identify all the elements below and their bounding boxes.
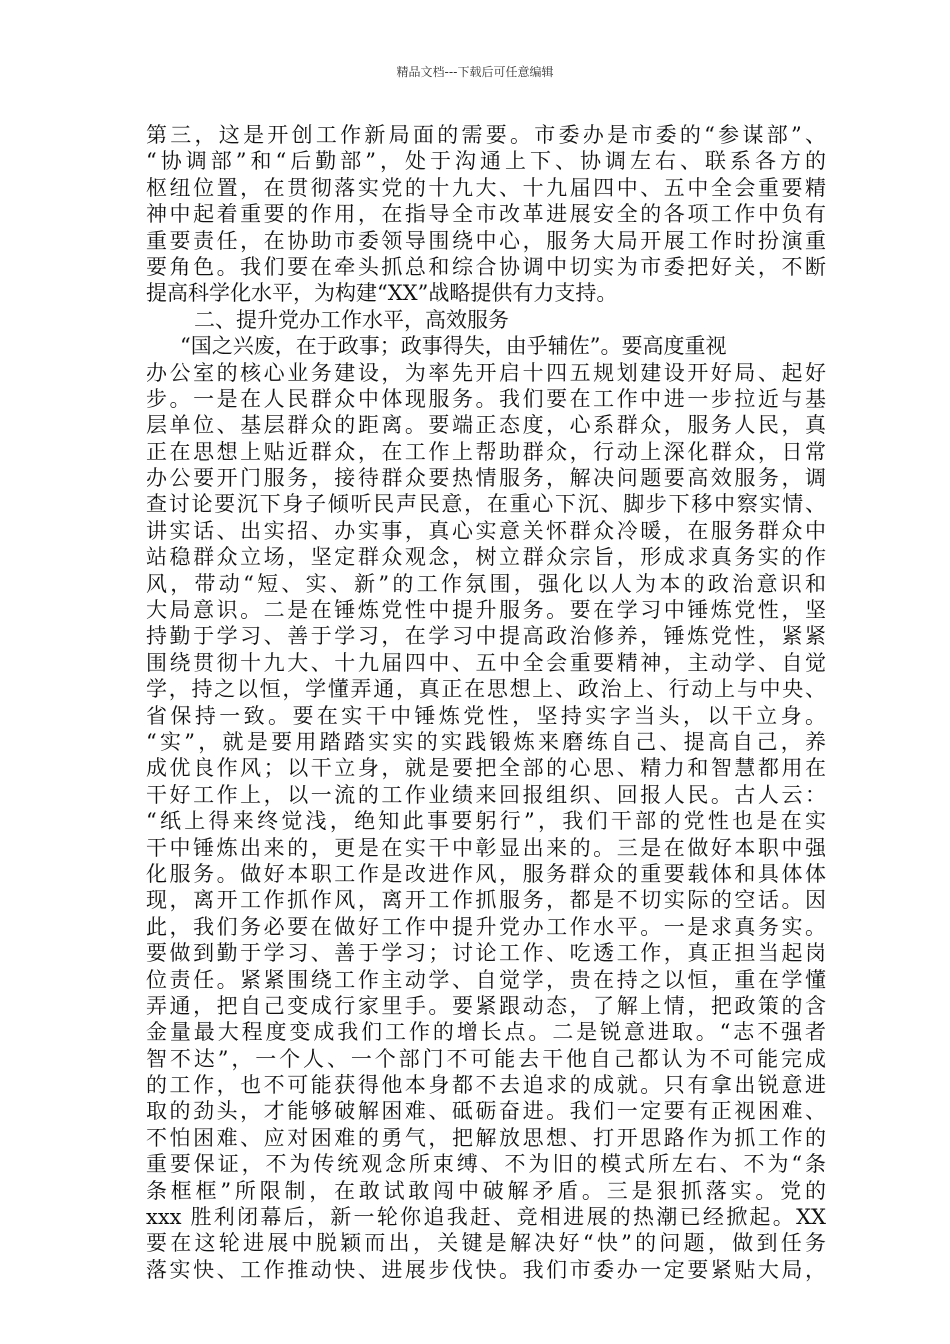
text-line: 办公要开门服务，接待群众要热情服务，解决问题要高效服务，调 bbox=[146, 466, 826, 491]
text-line: 要角色。我们要在牵头抓总和综合协调中切实为市委把好关，不断 bbox=[146, 254, 826, 279]
text-line: “纸上得来终觉浅，绝知此事要躬行”，我们干部的党性也是在实 bbox=[146, 809, 826, 834]
text-line: 要在这轮进展中脱颖而出，关键是解决好“快”的问题，做到任务 bbox=[146, 1231, 826, 1256]
text-line: 弄通，把自己变成行家里手。要紧跟动态，了解上情，把政策的含 bbox=[146, 993, 826, 1018]
text-line: 智不达”，一个人、一个部门不可能去干他自己都认为不可能完成 bbox=[146, 1046, 826, 1071]
text-line: 重要保证，不为传统观念所束缚、不为旧的模式所左右、不为“条 bbox=[146, 1152, 826, 1177]
text-line: 成优良作风；以干立身，就是要把全部的心思、精力和智慧都用在 bbox=[146, 756, 826, 781]
text-line: 讲实话、出实招、办实事，真心实意关怀群众冷暖，在服务群众中 bbox=[146, 518, 826, 543]
text-line: 此，我们务必要在做好工作中提升党办工作水平。一是求真务实。 bbox=[146, 914, 826, 939]
text-line: 大局意识。二是在锤炼党性中提升服务。要在学习中锤炼党性，坚 bbox=[146, 598, 826, 623]
text-line: 正在思想上贴近群众，在工作上帮助群众，行动上深化群众，日常 bbox=[146, 439, 826, 464]
page-header: 精品文档---下载后可任意编辑 bbox=[396, 65, 554, 79]
text-line: 风，带动“短、实、新”的工作氛围，强化以人为本的政治意识和 bbox=[146, 571, 826, 596]
text-line: 步。一是在人民群众中体现服务。我们要在工作中进一步拉近与基 bbox=[146, 386, 826, 411]
text-line: 落实快、工作推动快、进展步伐快。我们市委办一定要紧贴大局， bbox=[146, 1257, 826, 1282]
text-line: 第三，这是开创工作新局面的需要。市委办是市委的“参谋部”、 bbox=[146, 123, 826, 147]
text-line: 现，离开工作抓作风，离开工作抓服务，都是不切实际的空话。因 bbox=[146, 888, 826, 913]
text-line: 干好工作上，以一流的工作业绩来回报组织、回报人民。古人云： bbox=[146, 782, 826, 807]
text-line: 的工作，也不可能获得他本身都不去追求的成就。只有拿出锐意进 bbox=[146, 1073, 826, 1098]
text-line: 查讨论要沉下身子倾听民声民意，在重心下沉、脚步下移中察实情、 bbox=[146, 492, 826, 517]
text-line: 学，持之以恒，学懂弄通，真正在思想上、政治上、行动上与中央、 bbox=[146, 677, 826, 702]
text-line: “实”，就是要用踏踏实实的实践锻炼来磨练自己、提高自己，养 bbox=[146, 729, 826, 754]
text-line: xxx 胜利闭幕后，新一轮你追我赶、竞相进展的热潮已经掀起。XX bbox=[146, 1205, 826, 1230]
text-line: 办公室的核心业务建设，为率先开启十四五规划建设开好局、起好 bbox=[146, 360, 826, 385]
text-line: 重要责任，在协助市委领导围绕中心，服务大局开展工作时扮演重 bbox=[146, 228, 826, 253]
text-line: 枢纽位置，在贯彻落实党的十九大、十九届四中、五中全会重要精 bbox=[146, 175, 826, 200]
section-heading: 二、提升党办工作水平，高效服务 bbox=[194, 307, 509, 332]
text-line: 围绕贯彻十九大、十九届四中、五中全会重要精神，主动学、自觉 bbox=[146, 650, 826, 675]
text-line: 条框框”所限制，在敢试敢闯中破解矛盾。三是狠抓落实。党的 bbox=[146, 1178, 826, 1203]
text-line: 神中起着重要的作用，在指导全市改革进展安全的各项工作中负有 bbox=[146, 202, 826, 227]
text-line: “国之兴废，在于政事；政事得失，由乎辅佐”。要高度重视 bbox=[180, 334, 727, 359]
text-line: 省保持一致。要在实干中锤炼党性，坚持实字当头，以干立身。 bbox=[146, 703, 826, 728]
text-line: “协调部”和“后勤部”，处于沟通上下、协调左右、联系各方的 bbox=[146, 149, 826, 174]
text-line: 化服务。做好本职工作是改进作风，服务群众的重要载体和具体体 bbox=[146, 861, 826, 886]
document-body bbox=[146, 122, 826, 1283]
text-line: 取的劲头，才能够破解困难、砥砺奋进。我们一定要有正视困难、 bbox=[146, 1099, 826, 1124]
text-line: 提高科学化水平，为构建“XX”战略提供有力支持。 bbox=[146, 281, 618, 306]
text-line: 金量最大程度变成我们工作的增长点。二是锐意进取。“志不强者 bbox=[146, 1020, 826, 1045]
text-line: 层单位、基层群众的距离。要端正态度，心系群众，服务人民，真 bbox=[146, 413, 826, 438]
text-line: 要做到勤于学习、善于学习；讨论工作、吃透工作，真正担当起岗 bbox=[146, 941, 826, 966]
text-line: 位责任。紧紧围绕工作主动学、自觉学，贵在持之以恒，重在学懂 bbox=[146, 967, 826, 992]
text-line: 站稳群众立场，坚定群众观念，树立群众宗旨，形成求真务实的作 bbox=[146, 545, 826, 570]
text-line: 不怕困难、应对困难的勇气，把解放思想、打开思路作为抓工作的 bbox=[146, 1125, 826, 1150]
text-line: 持勤于学习、善于学习，在学习中提高政治修养，锤炼党性，紧紧 bbox=[146, 624, 826, 649]
text-line: 干中锤炼出来的，更是在实干中彰显出来的。三是在做好本职中强 bbox=[146, 835, 826, 860]
